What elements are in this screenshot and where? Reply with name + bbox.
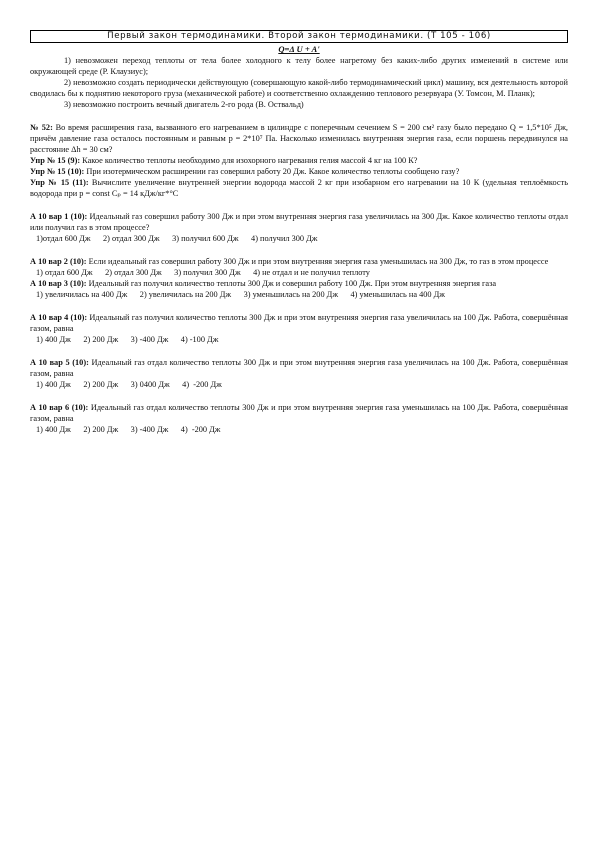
test-question-5	[30, 357, 568, 379]
exercise-text: Вычислите увеличение внутренней энергии водорода массой 2 кг при изобарном его нагревании на 10 К (удельная теплоёмкость водорода при p = const Cₚ = 14 кДж/кг*°C	[30, 178, 568, 198]
test-label: А 10 вар 3 (10):	[30, 279, 87, 288]
test-text: Идеальный газ совершил работу 300 Дж и при этом внутренняя энергия газа увеличилась на 300 Дж. Какое количество теплоты отдал или получил газ в этом процессе?	[30, 212, 568, 232]
test-text: Идеальный газ отдал количество теплоты 300 Дж и при этом внутренняя энергия газа уменьшилась на 100 Дж. Работа, совершённая газом, равна	[30, 403, 568, 423]
problem-label: № 52:	[30, 123, 53, 132]
exercise-label: Упр № 15 (11):	[30, 178, 89, 187]
exercise-15-11	[30, 177, 568, 199]
test-options-3: 1) увеличилась на 400 Дж 2) увеличилась на 200 Дж 3) уменьшилась на 200 Дж 4) уменьшилась на 400 Дж	[36, 290, 446, 299]
test-label: А 10 вар 5 (10):	[30, 358, 89, 367]
second-law-statement-1: 1) невозможен переход теплоты от тела более холодного к телу более нагретому без каких-либо других изменений в системе или окружающей среде (Р. Клаузиус);	[30, 56, 568, 76]
test-text: Идеальный газ отдал количество теплоты 300 Дж и при этом внутренняя энергия газа увеличилась на 100 Дж. Работа, совершённая газом, равна	[30, 358, 568, 378]
problem-text: Во время расширения газа, вызванного его нагреванием в цилиндре с поперечным сечением S = 200 см² газу было передано Q = 1,5*10⁵ Дж, причём давление газа осталось постоянным и равным p = 2*10⁷ Па. Насколько изменилась внутренняя энергия газа, если поршень передвинулся на расстояние Δh = 30 см?	[30, 123, 569, 154]
test-question-3	[30, 278, 568, 289]
exercise-label: Упр № 15 (10):	[30, 167, 85, 176]
worksheet-page	[30, 30, 568, 435]
test-options-1: 1)отдал 600 Дж 2) отдал 300 Дж 3) получил 600 Дж 4) получил 300 Дж	[36, 234, 318, 243]
test-label: А 10 вар 4 (10):	[30, 313, 88, 322]
test-options-5: 1) 400 Дж 2) 200 Дж 3) 0400 Дж 4) -200 Дж	[36, 380, 222, 389]
test-text: Если идеальный газ совершил работу 300 Дж и при этом внутренняя энергия газа уменьшилась на 300 Дж, то газ в этом процессе	[86, 257, 549, 266]
second-law-statement-2: 2) невозможно создать периодически действующую (совершающую какой-либо термодинамический цикл) машину, вся деятельность которой сводилась бы к поднятию некоторого груза (механической работе) и соответственно охлаждению теплового резервуара (У. Томсон, М. Планк);	[30, 78, 568, 98]
test-options-4: 1) 400 Дж 2) 200 Дж 3) -400 Дж 4) -100 Дж	[36, 335, 219, 344]
test-label: А 10 вар 1 (10):	[30, 212, 88, 221]
test-question-6	[30, 402, 568, 424]
test-question-2	[30, 256, 568, 267]
exercise-text: При изотермическом расширении газ совершил работу 20 Дж. Какое количество теплоты сообщено газу?	[84, 167, 460, 176]
test-options-6: 1) 400 Дж 2) 200 Дж 3) -400 Дж 4) -200 Дж	[36, 425, 221, 434]
test-text: Идеальный газ получил количество теплоты 300 Дж и совершил работу 100 Дж. При этом внутренняя энергия газа	[86, 279, 497, 288]
problem-52	[30, 122, 568, 155]
test-label: А 10 вар 6 (10):	[30, 403, 89, 412]
test-options-2: 1) отдал 600 Дж 2) отдал 300 Дж 3) получил 300 Дж 4) не отдал и не получил теплоту	[36, 268, 370, 277]
page-title: Первый закон термодинамики. Второй закон термодинамики. (Т 105 - 106)	[30, 30, 568, 43]
exercise-15-9	[30, 155, 568, 166]
exercise-label: Упр № 15 (9):	[30, 156, 81, 165]
test-question-1	[30, 211, 568, 233]
exercise-text: Какое количество теплоты необходимо для изохорного нагревания гелия массой 4 кг на 100 К?	[80, 156, 418, 165]
test-text: Идеальный газ получил количество теплоты 300 Дж и при этом внутренняя энергия газа увеличилась на 100 Дж. Работа, совершённая газом, равна	[30, 313, 568, 333]
first-law-formula: Q=Δ U + A'	[278, 44, 320, 54]
test-label: А 10 вар 2 (10):	[30, 257, 87, 266]
second-law-statement-3: 3) невозможно построить вечный двигатель 2-го рода (В. Оствальд)	[64, 100, 304, 109]
exercise-15-10	[30, 166, 568, 177]
test-question-4	[30, 312, 568, 334]
